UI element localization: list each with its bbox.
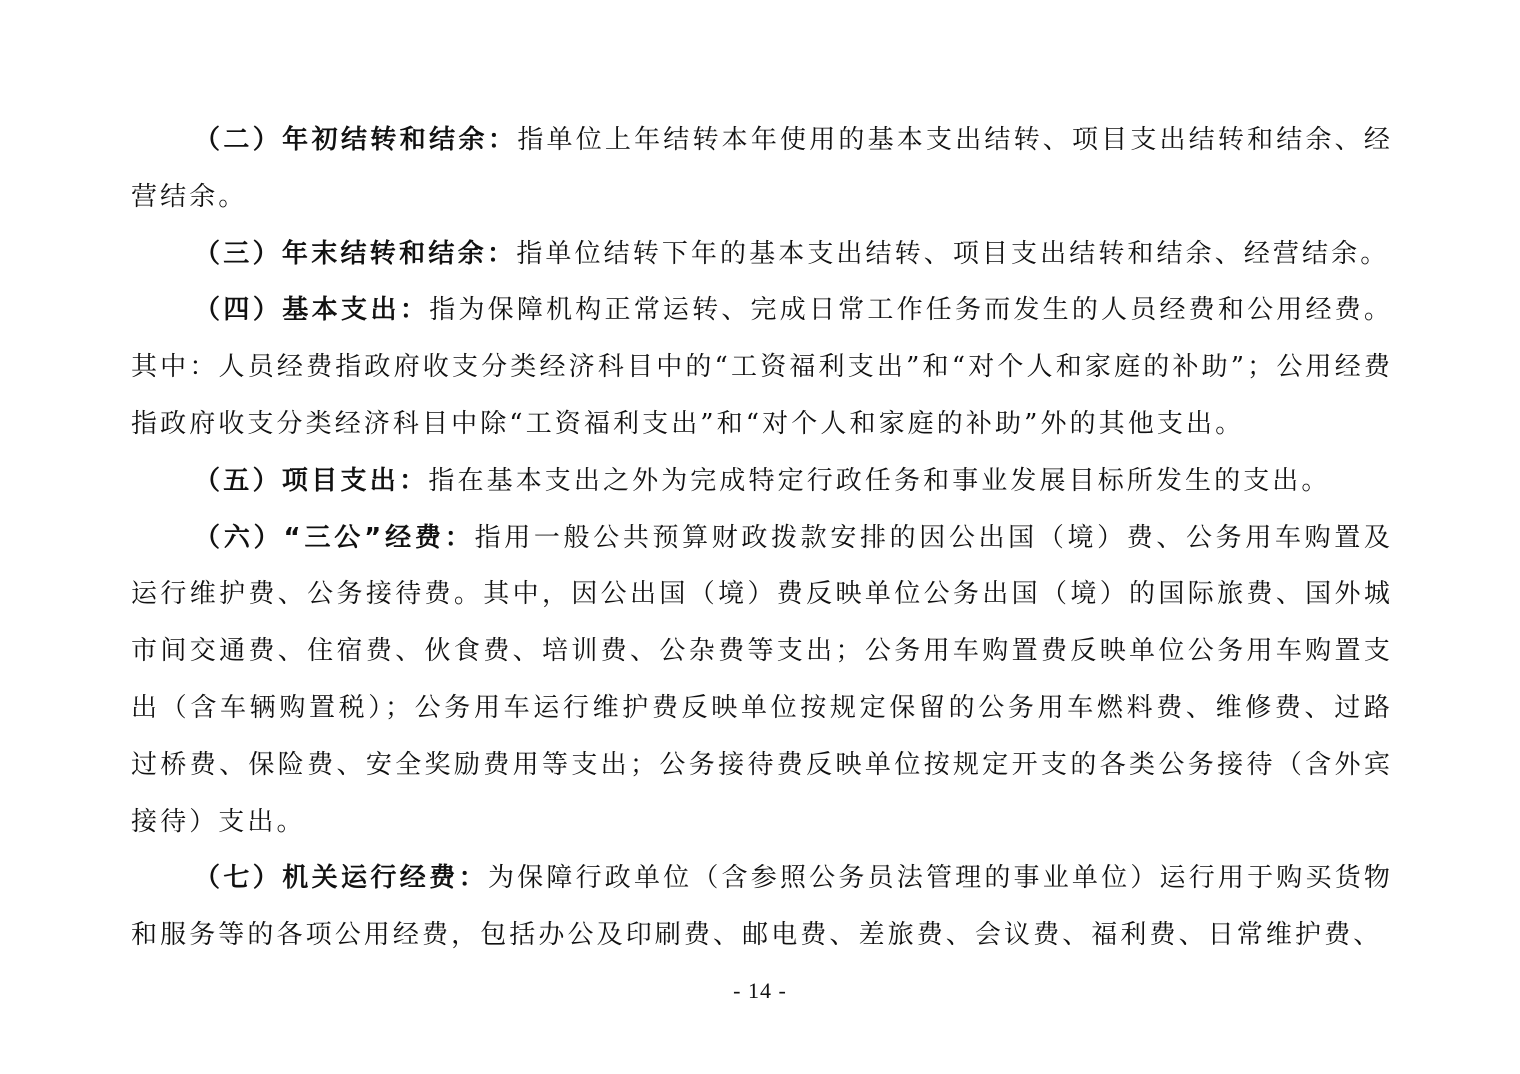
paragraph-project-expenditure [131, 453, 1393, 510]
body-text [131, 112, 1393, 964]
paragraph-basic-expenditure [131, 282, 1393, 452]
term-heading: （六）“三公”经费： [194, 522, 475, 553]
term-definition: 指为保障机构正常运转、完成日常工作任务而发生的人员经费和公用经费。其中：人员经费指政府收支分类经济科目中的“工资福利支出”和“对个人和家庭的补助”；公用经费指政府收支分类经济科目中除“工资福利支出”和“对个人和家庭的补助”外的其他支出。 [131, 295, 1393, 439]
term-definition: 为保障行政单位（含参照公务员法管理的事业单位）运行用于购买货物和服务等的各项公用经费，包括办公及印刷费、邮电费、差旅费、会议费、福利费、日常维护费、 [131, 863, 1393, 951]
page-number: - 14 - [733, 978, 787, 1003]
term-definition: 指单位结转下年的基本支出结转、项目支出结转和结余、经营结余。 [516, 238, 1390, 269]
term-heading: （三）年末结转和结余： [194, 238, 517, 269]
term-heading: （二）年初结转和结余： [194, 125, 518, 155]
paragraph-annual-beginning-balance [131, 112, 1393, 226]
term-heading: （七）机关运行经费： [194, 863, 488, 894]
paragraph-annual-ending-balance [131, 226, 1393, 283]
term-heading: （五）项目支出： [194, 465, 429, 496]
term-definition: 指在基本支出之外为完成特定行政任务和事业发展目标所发生的支出。 [428, 465, 1331, 496]
term-definition: 指单位上年结转本年使用的基本支出结转、项目支出结转和结余、经营结余。 [131, 125, 1393, 212]
paragraph-three-public-funds [131, 510, 1393, 851]
term-definition: 指用一般公共预算财政拨款安排的因公出国（境）费、公务用车购置及运行维护费、公务接待费。其中，因公出国（境）费反映单位公务出国（境）的国际旅费、国外城市间交通费、住宿费、伙食费、培训费、公杂费等支出；公务用车购置费反映单位公务用车购置支出（含车辆购置税）；公务用车运行维护费反映单位按规定保留的公务用车燃料费、维修费、过路过桥费、保险费、安全奖励费用等支出；公务接待费反映单位按规定开支的各类公务接待（含外宾接待）支出。 [131, 522, 1393, 837]
paragraph-agency-operating-funds [131, 850, 1393, 964]
term-heading: （四）基本支出： [194, 295, 430, 326]
